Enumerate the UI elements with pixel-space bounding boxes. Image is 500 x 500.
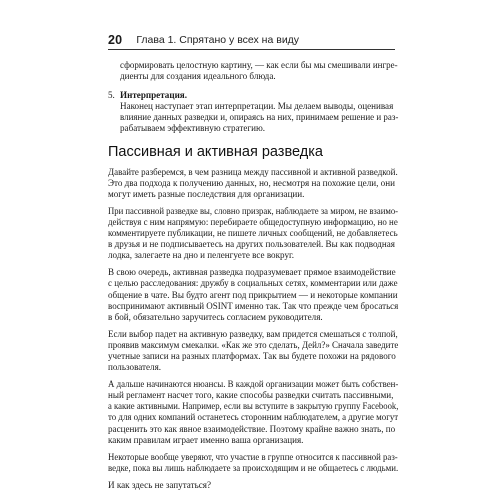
- text-line: При пассивной разведке вы, словно призрак, наблюдаете за миром, не взаимо-: [108, 205, 399, 216]
- paragraph: [108, 480, 398, 491]
- text-line: лодка, залегаете на дно и пеленгуете все вокруг.: [108, 250, 294, 261]
- list-item-title: Интерпретация.: [120, 90, 188, 101]
- text-line: проявив максимум смекалки. «Как же это сделать, Дейл?» Сначала заведите: [108, 339, 399, 350]
- text-line: Если выбор падет на активную разведку, вам придется смешаться с толпой,: [108, 328, 398, 339]
- text-line: действуя с ним напрямую: перебираете общедоступную информацию, но не: [108, 216, 398, 227]
- paragraph: [108, 329, 398, 373]
- text-line: а какие активными. Например, если вы вступите в закрытую группу Facebook,: [108, 401, 399, 412]
- page-number: 20: [108, 33, 123, 47]
- text-line: воспринимают активный OSINT именно так. Так что прежде чем бросаться: [108, 300, 399, 311]
- paragraph: [108, 379, 398, 446]
- paragraph: [108, 452, 398, 474]
- list-item-number: 5.: [108, 90, 115, 101]
- text-line: В свою очередь, активная разведка подразумевает прямое взаимодействие: [108, 267, 396, 278]
- list-item-text: [108, 101, 398, 134]
- intro-continuation: [108, 60, 398, 82]
- text-line: комментируете публикации, не пишете личных сообщений, не добавляетесь: [108, 228, 398, 239]
- text-line: ный регламент насчет того, какие способы разведки считать пассивными,: [108, 390, 394, 401]
- text-line: Некоторые вообще уверяют, что участие в группе относится к пассивной раз-: [108, 451, 398, 462]
- text-line: расценить это как явное взаимодействие. Поэтому крайне важно знать, по: [108, 423, 396, 434]
- text-line: общение в чате. Вы будто агент под прикрытием — и некоторые компании: [108, 289, 398, 300]
- text-line: И как здесь не запутаться?: [108, 479, 211, 490]
- text-line: каким правилам играет именно ваша организация.: [108, 434, 304, 445]
- text-line: Давайте разберемся, в чем разница между пассивной и активной разведкой.: [108, 166, 398, 177]
- running-header: [108, 33, 395, 47]
- text-line: диенты для создания идеального блюда.: [120, 71, 276, 82]
- text-line: с целью расследования: дружбу в социальных сетях, комментарии или даже: [108, 278, 398, 289]
- text-line: влияние данных разведки и, опираясь на них, принимаем решение и раз-: [120, 112, 399, 123]
- text-line: рабатываем эффективную стратегию.: [120, 123, 266, 134]
- section-heading: Пассивная и активная разведка: [108, 143, 323, 160]
- text-line: А дальше начинаются нюансы. В каждой организации может быть собствен-: [108, 379, 399, 390]
- paragraph: [108, 167, 398, 200]
- text-line: Наконец наступает этап интерпретации. Мы делаем выводы, оценивая: [120, 101, 394, 112]
- text-line: пользователя.: [108, 362, 162, 373]
- paragraph: [108, 267, 398, 322]
- text-line: то для одних компаний останетесь сторонним наблюдателем, а другие могут: [108, 412, 399, 423]
- text-line: в друзья и не подписываетесь на других пользователей. Вы как подводная: [108, 239, 395, 250]
- text-line: Это два подхода к получению данных, но, несмотря на похожие цели, они: [108, 177, 395, 188]
- list-item-5: [108, 90, 398, 134]
- page-body: [108, 60, 398, 491]
- text-line: ведке, пока вы лишь наблюдаете за происходящим и не общаетесь с людьми.: [108, 462, 399, 473]
- text-line: могут иметь разные последствия для организации.: [108, 188, 305, 199]
- text-line: в бой, обязательно заручитесь согласием руководителя.: [108, 311, 323, 322]
- chapter-title: Глава 1. Спрятано у всех на виду: [136, 34, 300, 46]
- header-rule: [108, 49, 395, 50]
- list-item-heading: [108, 90, 398, 101]
- text-line: учетные записи на разных платформах. Так вы будете похожи на рядового: [108, 350, 396, 361]
- text-line: сформировать целостную картину, — как если бы мы смешивали ингре-: [120, 60, 398, 70]
- paragraph: [108, 206, 398, 261]
